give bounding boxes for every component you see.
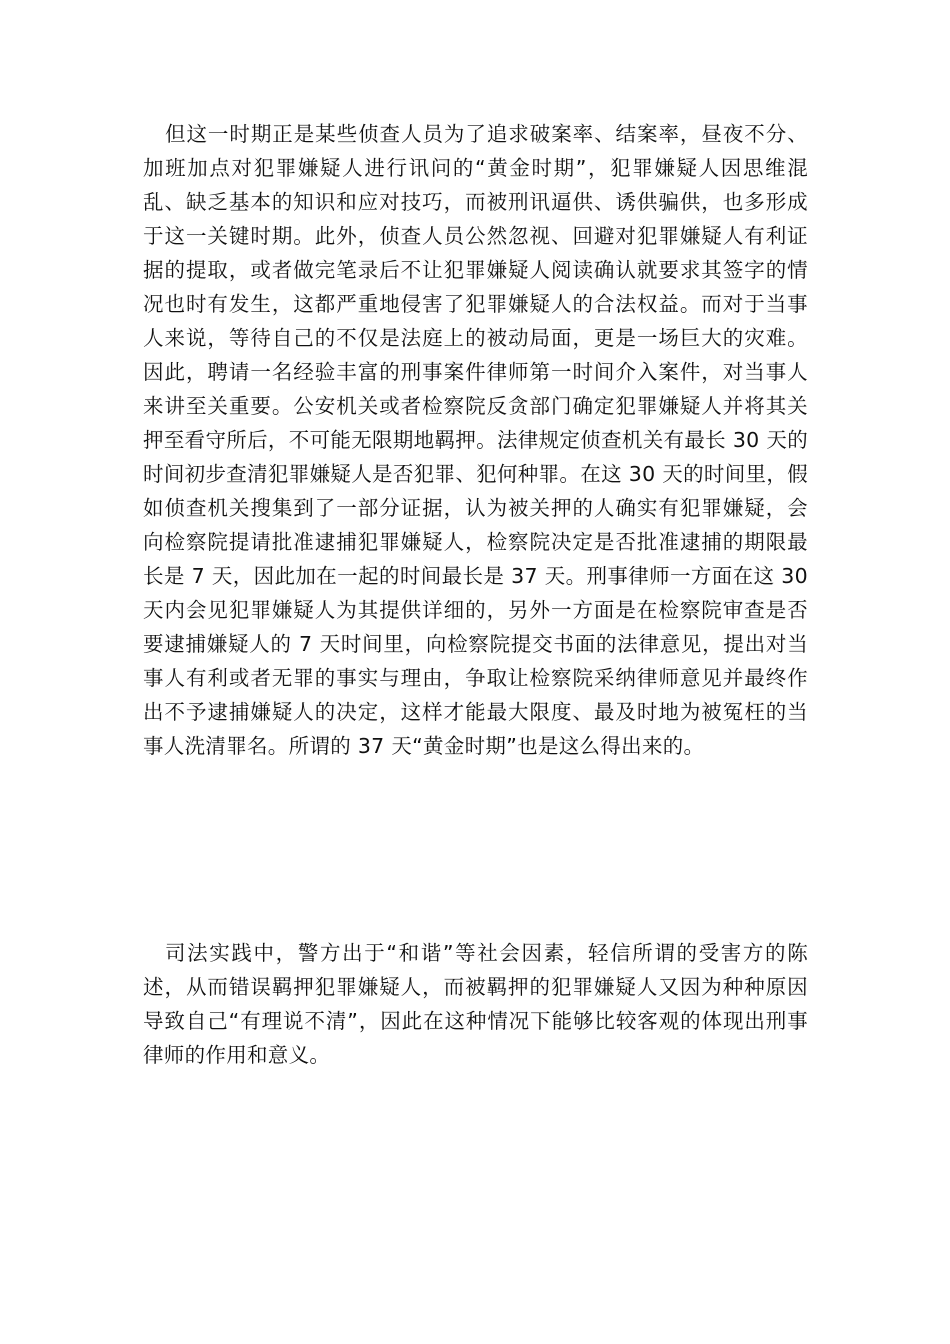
body-paragraph-1: 但这一时期正是某些侦查人员为了追求破案率、结案率，昼夜不分、加班加点对犯罪嫌疑人进行讯问的“黄金时期”，犯罪嫌疑人因思维混乱、缺乏基本的知识和应对技巧，而被刑讯逼供、诱供骗供，也多形成于这一关键时期。此外，侦查人员公然忽视、回避对犯罪嫌疑人有利证据的提取，或者做完笔录后不让犯罪嫌疑人阅读确认就要求其签字的情况也时有发生，这都严重地侵害了犯罪嫌疑人的合法权益。而对于当事人来说，等待自己的不仅是法庭上的被动局面，更是一场巨大的灾难。因此，聘请一名经验丰富的刑事案件律师第一时间介入案件，对当事人来讲至关重要。公安机关或者检察院反贪部门确定犯罪嫌疑人并将其关押至看守所后，不可能无限期地羁押。法律规定侦查机关有最长 30 天的时间初步查清犯罪嫌疑人是否犯罪、犯何种罪。在这 30 天的时间里，假如侦查机关搜集到了一部分证据，认为被关押的人确实有犯罪嫌疑，会向检察院提请批准逮捕犯罪嫌疑人，检察院决定是否批准逮捕的期限最长是 7 天，因此加在一起的时间最长是 37 天。刑事律师一方面在这 30 天内会见犯罪嫌疑人为其提供详细的，另外一方面是在检察院审查是否要逮捕嫌疑人的 7 天时间里，向检察院提交书面的法律意见，提出对当事人有利或者无罪的事实与理由，争取让检察院采纳律师意见并最终作出不予逮捕嫌疑人的决定，这样才能最大限度、最及时地为被冤枉的当事人洗清罪名。所谓的 37 天“黄金时期”也是这么得出来的。: [143, 122, 808, 758]
body-paragraph-2: 司法实践中，警方出于“和谐”等社会因素，轻信所谓的受害方的陈述，从而错误羁押犯罪嫌疑人，而被羁押的犯罪嫌疑人又因为种种原因导致自己“有理说不清”，因此在这种情况下能够比较客观的体现出刑事律师的作用和意义。: [143, 941, 808, 1067]
